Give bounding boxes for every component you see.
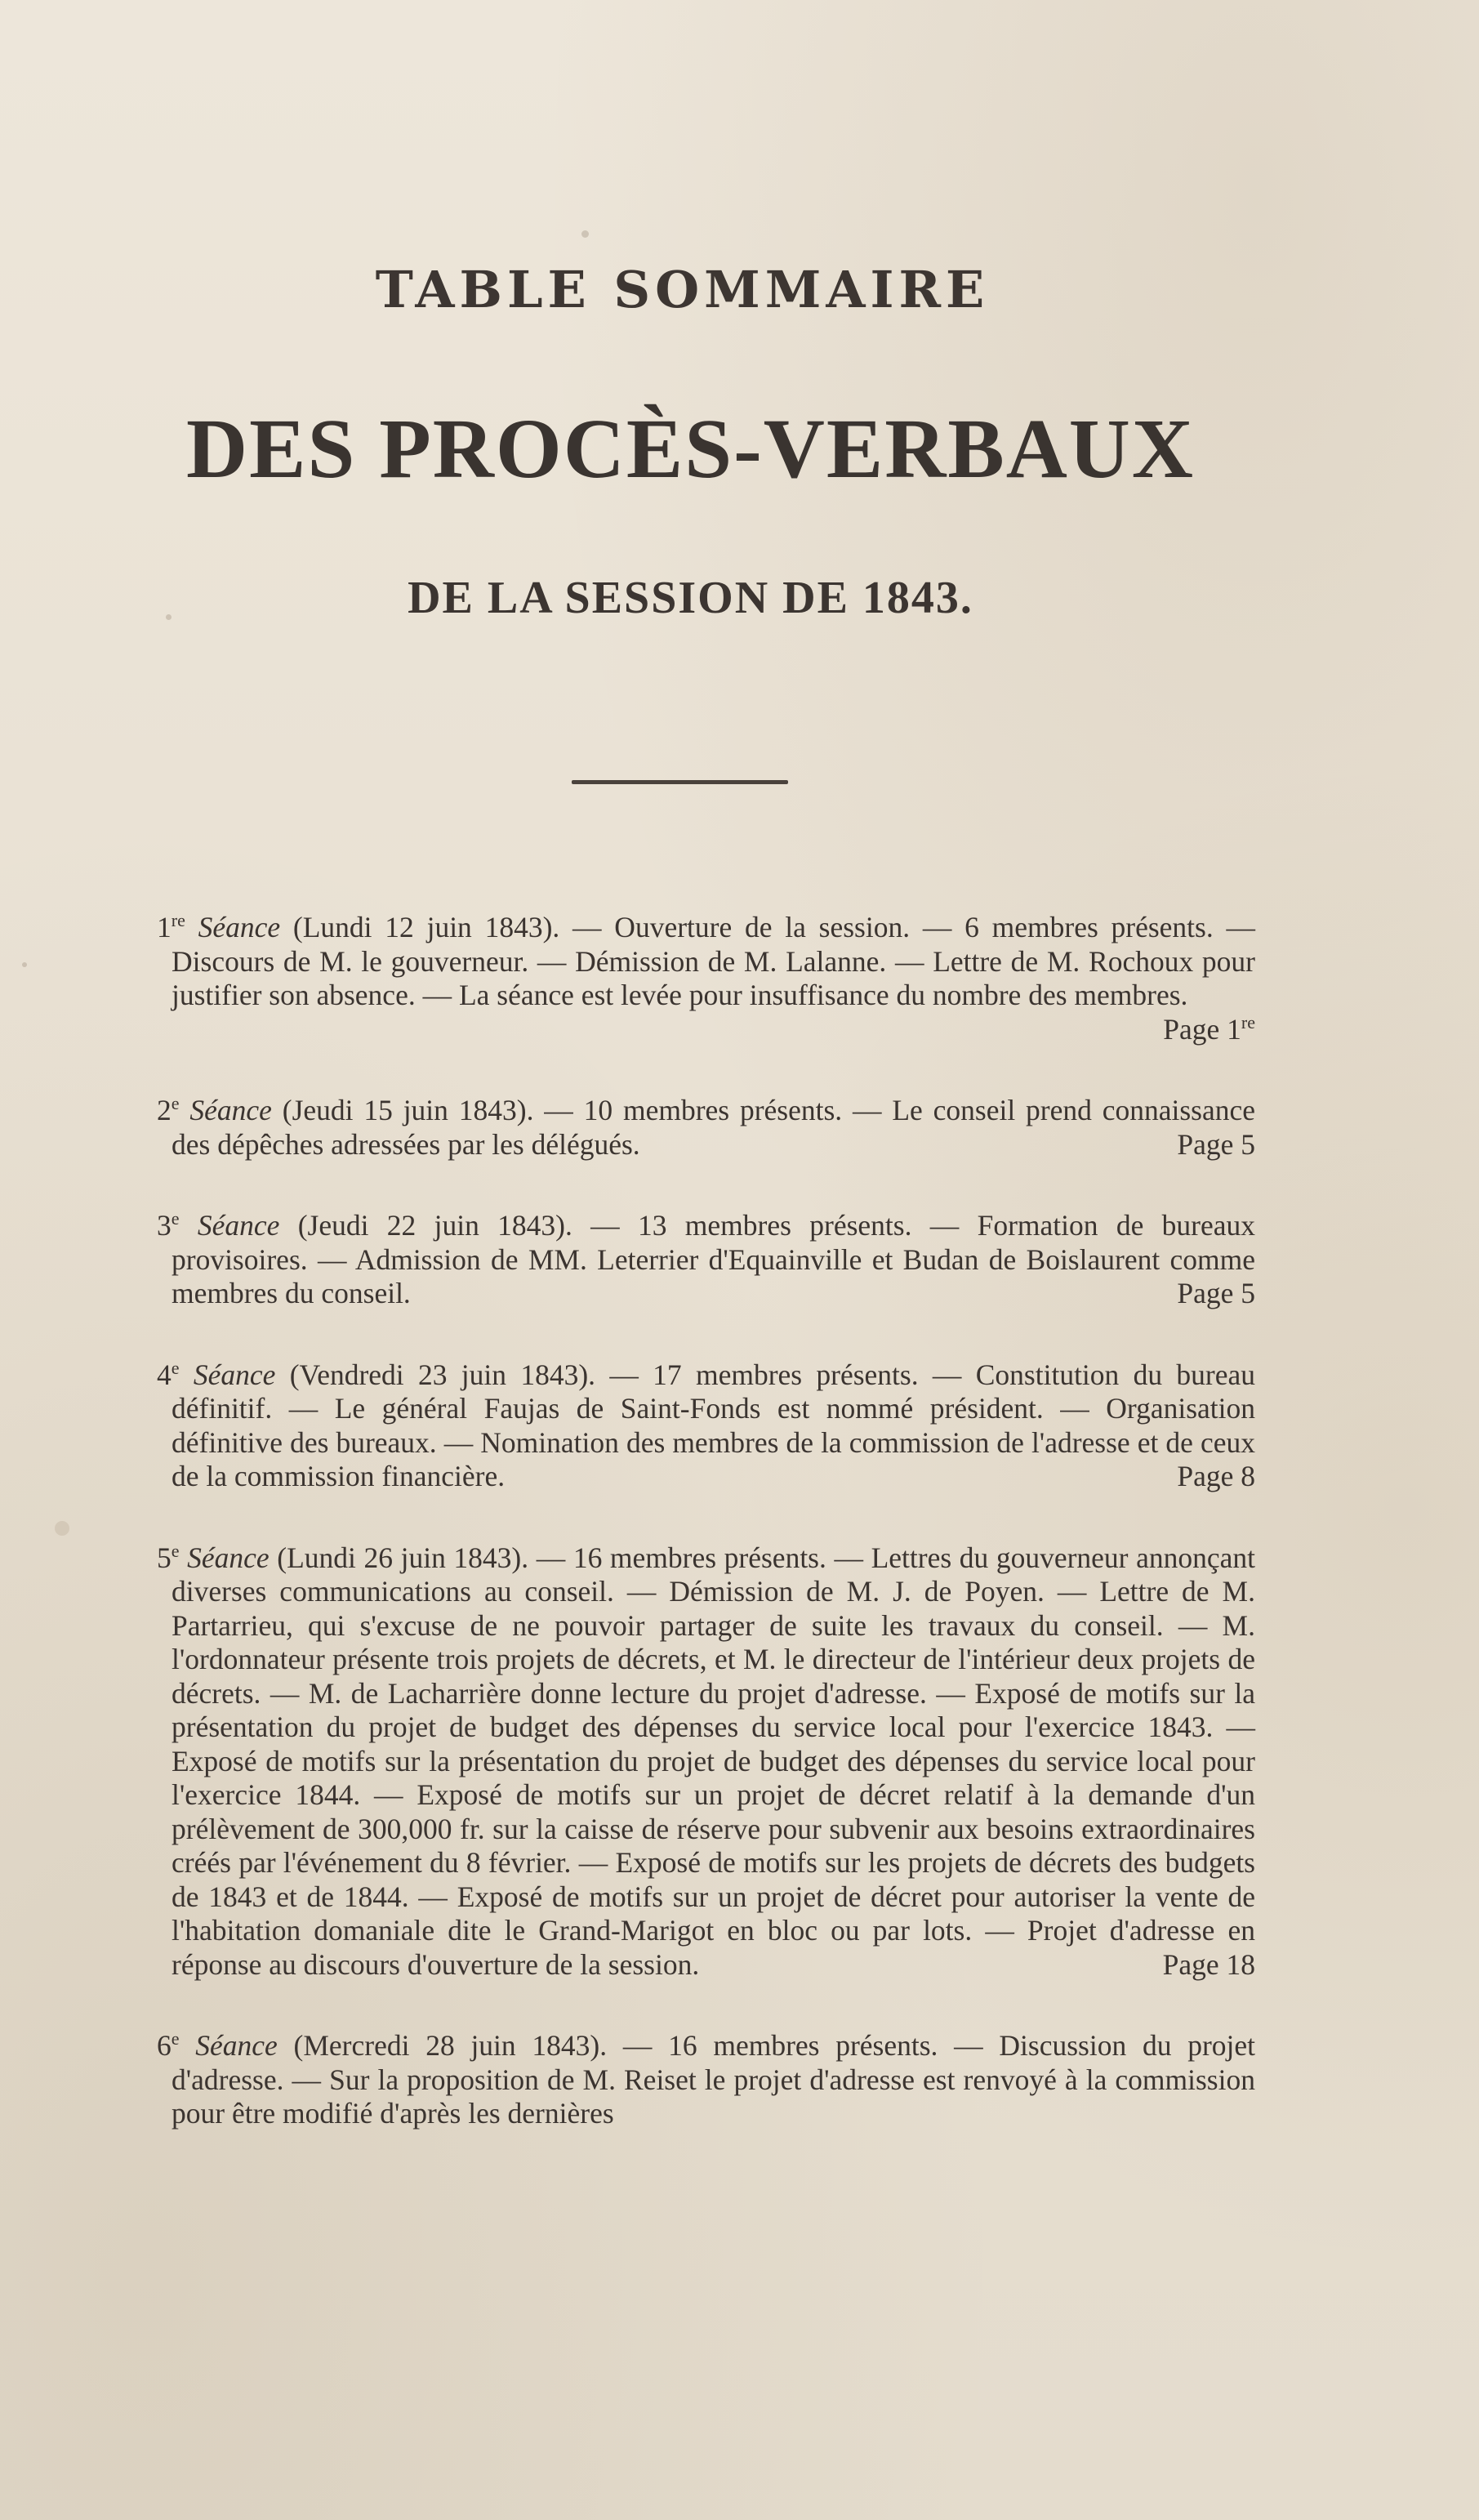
seance-list <box>157 911 1255 2179</box>
page-reference: Page 1re <box>1163 1011 1255 1046</box>
paper-spot <box>166 614 172 620</box>
seance-entry-text <box>157 1541 1255 1983</box>
page-reference: Page 5 <box>1177 1277 1255 1309</box>
paper-spot <box>55 1521 69 1536</box>
page-reference: Page 8 <box>1177 1460 1255 1492</box>
seance-entry-4 <box>157 1358 1255 1494</box>
seance-number: 1re <box>157 910 185 943</box>
seance-entry-5 <box>157 1541 1255 1983</box>
page-reference: Page 18 <box>1162 1947 1255 1981</box>
title-table-sommaire: TABLE SOMMAIRE <box>375 260 990 319</box>
title-proces-verbaux: DES PROCÈS-VERBAUX <box>185 402 1196 496</box>
seance-label: Séance <box>195 2029 278 2062</box>
decorative-rule <box>572 780 788 784</box>
seance-label: Séance <box>187 1541 270 1574</box>
seance-number: 6e <box>157 2028 180 2062</box>
paper-spot <box>581 230 589 238</box>
seance-label: Séance <box>193 1358 276 1391</box>
seance-number: 3e <box>157 1208 180 1242</box>
seance-label: Séance <box>197 1209 280 1242</box>
page-reference: Page 5 <box>1177 1127 1255 1161</box>
seance-label: Séance <box>189 1094 272 1126</box>
seance-number: 5e <box>157 1540 180 1574</box>
seance-entry-text <box>157 2029 1255 2131</box>
seance-number: 4e <box>157 1357 180 1391</box>
seance-description: (Lundi 12 juin 1843). — Ouverture de la session. — 6 membres présents. — Discours de M. le gouverneur. — Démission de M. Lalanne. — Lettre de M. Rochoux pour justifier son absence. — La séance est levée pour insuffisance du nombre des membres. <box>172 911 1255 1011</box>
seance-description: (Mercredi 28 juin 1843). — 16 membres présents. — Discussion du projet d'adresse. — Sur la proposition de M. Reiset le projet d'adresse est renvoyé à la commission pour être modifié d'après les dernières <box>172 2029 1255 2130</box>
seance-entry-text <box>157 910 1255 1046</box>
seance-entry-text <box>157 1209 1255 1311</box>
seance-entry-text <box>157 1094 1255 1162</box>
seance-label: Séance <box>198 911 281 943</box>
seance-number: 2e <box>157 1093 180 1126</box>
seance-description: (Jeudi 22 juin 1843). — 13 membres présents. — Formation de bureaux provisoires. — Admission de MM. Leterrier d'Equainville et Budan de Boislaurent comme membres du conseil. <box>172 1209 1256 1309</box>
seance-entry-text <box>157 1358 1255 1494</box>
title-session: DE LA SESSION DE 1843. <box>408 573 973 623</box>
seance-description: (Jeudi 15 juin 1843). — 10 membres présents. — Le conseil prend connaissance des dépêches adressées par les délégués. <box>172 1094 1255 1161</box>
seance-entry-6 <box>157 2029 1255 2131</box>
seance-entry-1 <box>157 911 1255 1046</box>
seance-description: (Vendredi 23 juin 1843). — 17 membres présents. — Constitution du bureau définitif. — Le général Faujas de Saint-Fonds est nommé président. — Organisation définitive des bureaux. — Nomination des membres de la commission de l'adresse et de ceux de la commission financière. <box>172 1358 1256 1492</box>
seance-description: (Lundi 26 juin 1843). — 16 membres présents. — Lettres du gouverneur annonçant diverses communications au conseil. — Démission de M. J. de Poyen. — Lettre de M. Partarrieu, qui s'excuse de ne pouvoir partager de suite les travaux du conseil. — M. l'ordonnateur présente trois projets de décrets, et M. le directeur de l'intérieur deux projets de décrets. — M. de Lacharrière donne lecture du projet d'adresse. — Exposé de motifs sur la présentation du projet de budget des dépenses du service local pour l'exercice 1843. — Exposé de motifs sur la présentation du projet de budget des dépenses du service local pour l'exercice 1844. — Exposé de motifs sur un projet de décret relatif à la demande d'un prélèvement de 300,000 fr. sur la caisse de réserve pour subvenir aux besoins extraordinaires créés par l'événement du 8 février. — Exposé de motifs sur les projets de décrets des budgets de 1843 et de 1844. — Exposé de motifs sur un projet de décret pour autoriser la vente de l'habitation domaniale dite le Grand-Marigot en bloc ou par lots. — Projet d'adresse en réponse au discours d'ouverture de la session. <box>172 1541 1255 1981</box>
seance-entry-3 <box>157 1209 1255 1311</box>
paper-spot <box>22 962 27 967</box>
seance-entry-2 <box>157 1094 1255 1162</box>
